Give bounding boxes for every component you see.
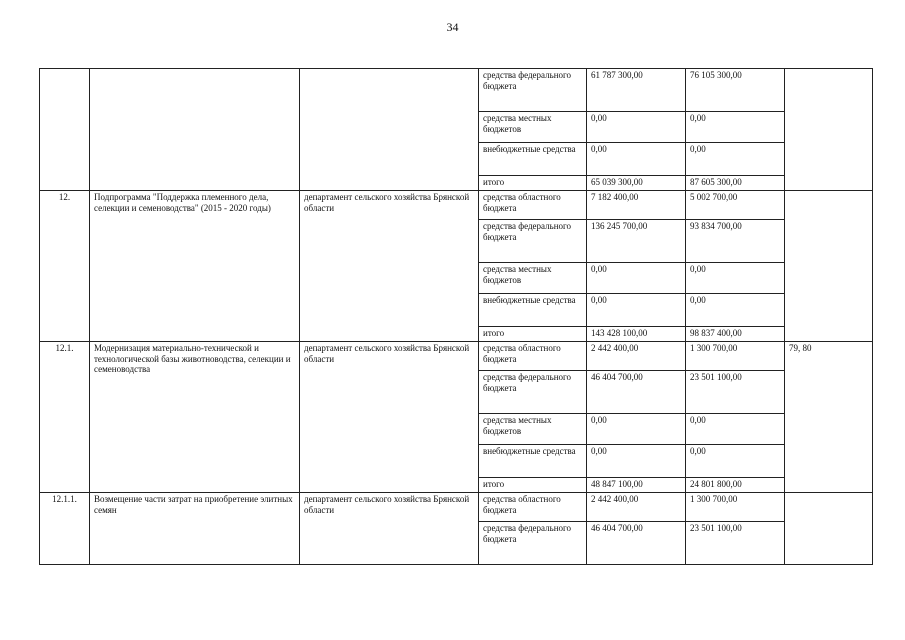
funding-source-cell: итого	[479, 478, 587, 493]
indicators-cell: 79, 80	[785, 342, 873, 493]
indicators-cell	[785, 191, 873, 342]
amount-cell: 61 787 300,00	[587, 69, 686, 112]
amount-cell: 0,00	[686, 143, 785, 176]
table-row	[40, 191, 873, 220]
amount-cell: 136 245 700,00	[587, 220, 686, 263]
executor-cell: департамент сельского хозяйства Брянской области	[300, 191, 479, 342]
row-number-cell	[40, 69, 90, 191]
page-number: 34	[446, 20, 459, 34]
funding-source-cell: средства местных бюджетов	[479, 414, 587, 445]
amount-cell: 0,00	[686, 445, 785, 478]
amount-cell: 93 834 700,00	[686, 220, 785, 263]
amount-cell: 0,00	[686, 294, 785, 327]
funding-source-cell: внебюджетные средства	[479, 143, 587, 176]
amount-cell: 0,00	[587, 445, 686, 478]
indicators-cell	[785, 493, 873, 565]
funding-source-cell: внебюджетные средства	[479, 294, 587, 327]
table-row	[40, 69, 873, 112]
amount-cell: 0,00	[686, 414, 785, 445]
funding-source-cell: средства федерального бюджета	[479, 220, 587, 263]
funding-source-cell: средства федерального бюджета	[479, 371, 587, 414]
budget-table	[39, 68, 873, 565]
program-name-cell: Подпрограмма "Поддержка племенного дела, селекции и семеноводства" (2015 - 2020 годы)	[90, 191, 300, 342]
executor-cell: департамент сельского хозяйства Брянской области	[300, 342, 479, 493]
amount-cell: 2 442 400,00	[587, 342, 686, 371]
amount-cell: 98 837 400,00	[686, 327, 785, 342]
amount-cell: 5 002 700,00	[686, 191, 785, 220]
amount-cell: 0,00	[587, 294, 686, 327]
amount-cell: 65 039 300,00	[587, 176, 686, 191]
amount-cell: 0,00	[686, 263, 785, 294]
funding-source-cell: итого	[479, 327, 587, 342]
executor-cell: департамент сельского хозяйства Брянской области	[300, 493, 479, 565]
funding-source-cell: средства областного бюджета	[479, 342, 587, 371]
program-name-cell: Модернизация материально-технической и технологической базы животноводства, селекции и семеноводства	[90, 342, 300, 493]
row-number-cell: 12.1.	[40, 342, 90, 493]
indicators-cell	[785, 69, 873, 191]
row-number-cell: 12.1.1.	[40, 493, 90, 565]
amount-cell: 24 801 800,00	[686, 478, 785, 493]
executor-cell	[300, 69, 479, 191]
program-name-cell	[90, 69, 300, 191]
funding-source-cell: средства федерального бюджета	[479, 69, 587, 112]
funding-source-cell: средства областного бюджета	[479, 191, 587, 220]
amount-cell: 0,00	[587, 263, 686, 294]
amount-cell: 76 105 300,00	[686, 69, 785, 112]
funding-source-cell: внебюджетные средства	[479, 445, 587, 478]
amount-cell: 46 404 700,00	[587, 522, 686, 565]
amount-cell: 7 182 400,00	[587, 191, 686, 220]
funding-source-cell: средства местных бюджетов	[479, 112, 587, 143]
amount-cell: 23 501 100,00	[686, 522, 785, 565]
funding-source-cell: итого	[479, 176, 587, 191]
funding-source-cell: средства местных бюджетов	[479, 263, 587, 294]
amount-cell: 23 501 100,00	[686, 371, 785, 414]
amount-cell: 143 428 100,00	[587, 327, 686, 342]
amount-cell: 0,00	[686, 112, 785, 143]
amount-cell: 1 300 700,00	[686, 342, 785, 371]
funding-source-cell: средства федерального бюджета	[479, 522, 587, 565]
amount-cell: 48 847 100,00	[587, 478, 686, 493]
amount-cell: 0,00	[587, 112, 686, 143]
amount-cell: 0,00	[587, 143, 686, 176]
table-body	[40, 69, 873, 565]
amount-cell: 87 605 300,00	[686, 176, 785, 191]
table-row	[40, 493, 873, 522]
amount-cell: 2 442 400,00	[587, 493, 686, 522]
table-row	[40, 342, 873, 371]
row-number-cell: 12.	[40, 191, 90, 342]
amount-cell: 1 300 700,00	[686, 493, 785, 522]
funding-source-cell: средства областного бюджета	[479, 493, 587, 522]
amount-cell: 46 404 700,00	[587, 371, 686, 414]
program-name-cell: Возмещение части затрат на приобретение элитных семян	[90, 493, 300, 565]
amount-cell: 0,00	[587, 414, 686, 445]
